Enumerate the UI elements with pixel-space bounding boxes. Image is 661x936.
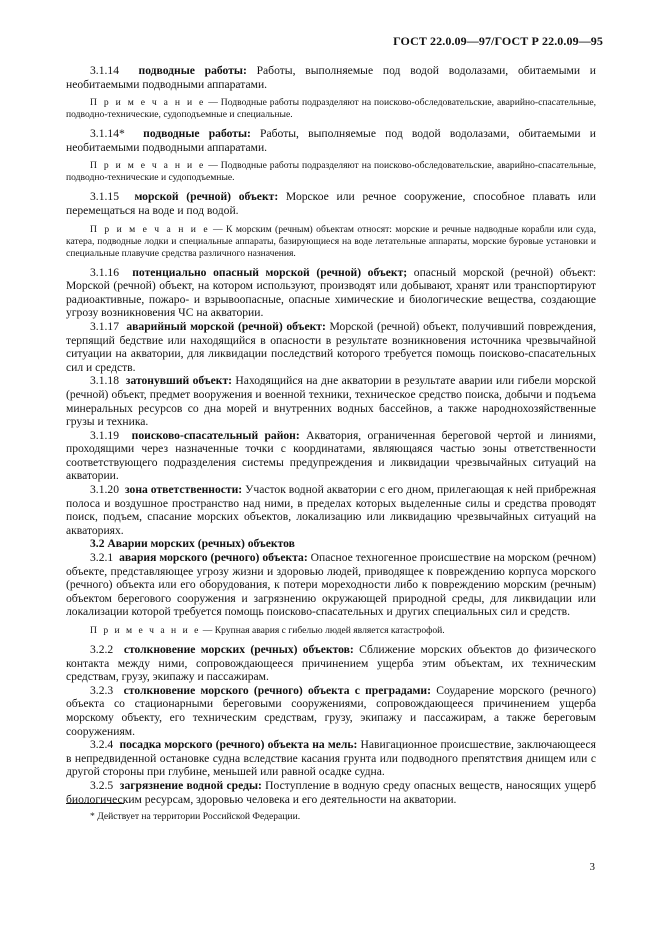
entry-3-2-3 — [66, 684, 596, 738]
note — [66, 625, 596, 637]
entry-3-1-20 — [66, 483, 596, 537]
entry-term: морской (речной) объект: — [134, 190, 279, 204]
entry-text: Сближение морских объектов до физического контакта между ними, сопровождающееся причинением ущерба этим объектам, их техническим средствам, грузу, экипажу и пассажирам. — [66, 643, 596, 684]
entry-term: аварийный морской (речной) объект: — [126, 319, 326, 333]
note-text: — Подводные работы подразделяют на поисково-обследовательские, аварийно-спасательные, подводно-технические и судоподъемные. — [66, 160, 596, 184]
note-text: — Подводные работы подразделяют на поисково-обследовательские, аварийно-спасательные, подводно-технические, судоподъемные и специальные. — [66, 97, 596, 121]
entry-number: 3.1.20 — [90, 483, 119, 497]
entry-term: столкновение морских (речных) объектов: — [123, 643, 354, 656]
entry-3-2-1 — [66, 551, 596, 619]
entry-3-1-15 — [66, 190, 596, 217]
note-text: — К морским (речным) объектам относят: морские и речные надводные корабли или суда, катера, подводные лодки и специальные аппараты, базирующиеся на воде летательные аппараты, морские буровые установки и специальные плавучие средства различного назначения. — [66, 223, 596, 259]
entry-number: 3.1.19 — [90, 428, 119, 442]
entry-number: 3.1.14 — [90, 64, 119, 77]
note — [66, 224, 596, 260]
entry-3-2-5 — [66, 779, 596, 806]
note-text: — Крупная авария с гибелью людей является катастрофой. — [200, 625, 445, 636]
entry-term: загрязнение водной среды: — [119, 778, 262, 792]
footnote-divider — [66, 803, 124, 804]
entry-term: посадка морского (речного) объекта на мель: — [119, 738, 358, 752]
entry-text: Навигационное происшествие, заключающееся в непредвиденной остановке судна вследствие касания грунта или подводного препятствия днищем или с другой стороны при глубине, меньшей или равной осадке судна. — [66, 738, 596, 779]
entry-number: 3.2.3 — [90, 683, 114, 697]
entry-number: 3.2.2 — [90, 643, 114, 656]
note-label: П р и м е ч а н и е — [90, 160, 206, 172]
entry-3-1-17 — [66, 320, 596, 374]
entry-3-1-19 — [66, 429, 596, 483]
entry-text: Находящийся на дне акватории в результате аварии или гибели морской (речной) объект, предмет вооружения и военной техники, техническое средство поиска, добычи и подъема минеральных ресурсов со дна морей и внутренних водных бассейнов, а также народнохозяйственные грузы и техника. — [66, 374, 596, 429]
note-label: П р и м е ч а н и е — [90, 97, 206, 109]
entry-term: потенциально опасный морской (речной) объект; — [132, 265, 408, 279]
entry-number: 3.2.5 — [90, 778, 114, 792]
entry-term: подводные работы: — [143, 127, 251, 141]
entry-text: опасный морской (речной) объект: Морской (речной) объект, на котором используют, производят или добывают, хранят или транспортируют радиоактивные, пожаро- и взрывоопасные, опасные химические и биологические вещества, создающие угрозу возникновения ЧС на акватории. — [66, 265, 597, 320]
entry-text: Акватория, ограниченная береговой чертой и линиями, проходящими через назначенные точки с координатами, являющаяся частью зоны ответственности соответствующего подразделения системы предупреждения и ликвидации чрезвычайных ситуаций на акватории. — [66, 428, 597, 483]
note-label: П р и м е ч а н и е — [90, 223, 210, 235]
entry-number: 3.1.16 — [90, 265, 119, 279]
note — [66, 160, 596, 184]
entry-number: 3.1.15 — [90, 190, 119, 204]
entry-text: Морской (речной) объект, получивший повреждения, терпящий бедствие или находящийся в опасности в результате возникновения источника чрезвычайной ситуации на акватории, для ликвидации последствий которого требуется помощь поисково-спасательных сил и средств. — [66, 319, 597, 374]
entry-text: Участок водной акватории с его дном, прилегающая к ней прибрежная полоса и воздушное пространство над ними, в пределах которых выделенные силы и средства проводят поиск, подъем, спасание морских объектов, локализацию или ликвидацию чрезвычайных ситуаций на акваториях. — [66, 483, 596, 537]
entry-term: подводные работы: — [138, 64, 247, 77]
entry-text: Морское или речное сооружение, способное плавать или перемещаться на воде и под водой. — [66, 190, 597, 217]
entry-3-1-18 — [66, 374, 596, 428]
entry-3-1-14 — [66, 64, 596, 91]
entry-term: поисково-спасательный район: — [131, 428, 300, 442]
entry-text: Поступление в водную среду опасных веществ, наносящих ущерб биологическим ресурсам, здоровью человека и его деятельности на акватории. — [66, 778, 597, 806]
entry-3-2-4 — [66, 738, 596, 779]
footnote: * Действует на территории Российской Федерации. — [90, 811, 301, 822]
page-number: 3 — [589, 861, 595, 873]
entry-3-1-16 — [66, 266, 596, 320]
entry-term: столкновение морского (речного) объекта с преградами: — [123, 683, 431, 697]
entry-number: 3.1.17 — [90, 319, 119, 333]
entry-3-1-14-star — [66, 127, 596, 154]
entry-number: 3.1.18 — [90, 374, 119, 388]
entry-number: 3.1.14* — [90, 127, 125, 141]
entry-3-2-2 — [66, 643, 596, 684]
note — [66, 97, 596, 121]
entry-number: 3.2.1 — [90, 551, 114, 565]
note-label: П р и м е ч а н и е — [90, 625, 201, 636]
section-heading: 3.2 Аварии морских (речных) объектов — [90, 537, 295, 551]
entry-term: зона ответственности: — [124, 483, 243, 497]
entry-text: Работы, выполняемые под водой водолазами, обитаемыми и необитаемыми подводными аппаратами. — [66, 127, 596, 154]
entry-text: Работы, выполняемые под водой водолазами, обитаемыми и необитаемыми подводными аппаратами. — [66, 64, 597, 91]
entry-term: авария морского (речного) объекта: — [119, 551, 308, 565]
entry-term: затонувший объект: — [125, 374, 233, 388]
entry-number: 3.2.4 — [90, 738, 114, 752]
entry-text: Опасное техногенное происшествие на морском (речном) объекте, представляющее угрозу жизни и здоровью людей, приводящее к повреждению корпуса морского (речного) объекта или его оборудования, к потери мореходности либо к повреждению морским (речным) объектом берегового сооружения и загрязнению окружающей природной среды, для ликвидации или локализации которой требуется помощь поисково-спасательных и других специальных сил и средств. — [66, 551, 596, 619]
document-header: ГОСТ 22.0.09—97/ГОСТ Р 22.0.09—95 — [393, 34, 603, 48]
document-body — [66, 64, 596, 806]
entry-text: Соударение морского (речного) объекта со стационарными береговыми сооружениями, сопровождающееся причинением ущерба морскому объекту, его техническим средствам, грузу, экипажу и пассажирам, а также береговым сооружениям. — [66, 683, 597, 738]
